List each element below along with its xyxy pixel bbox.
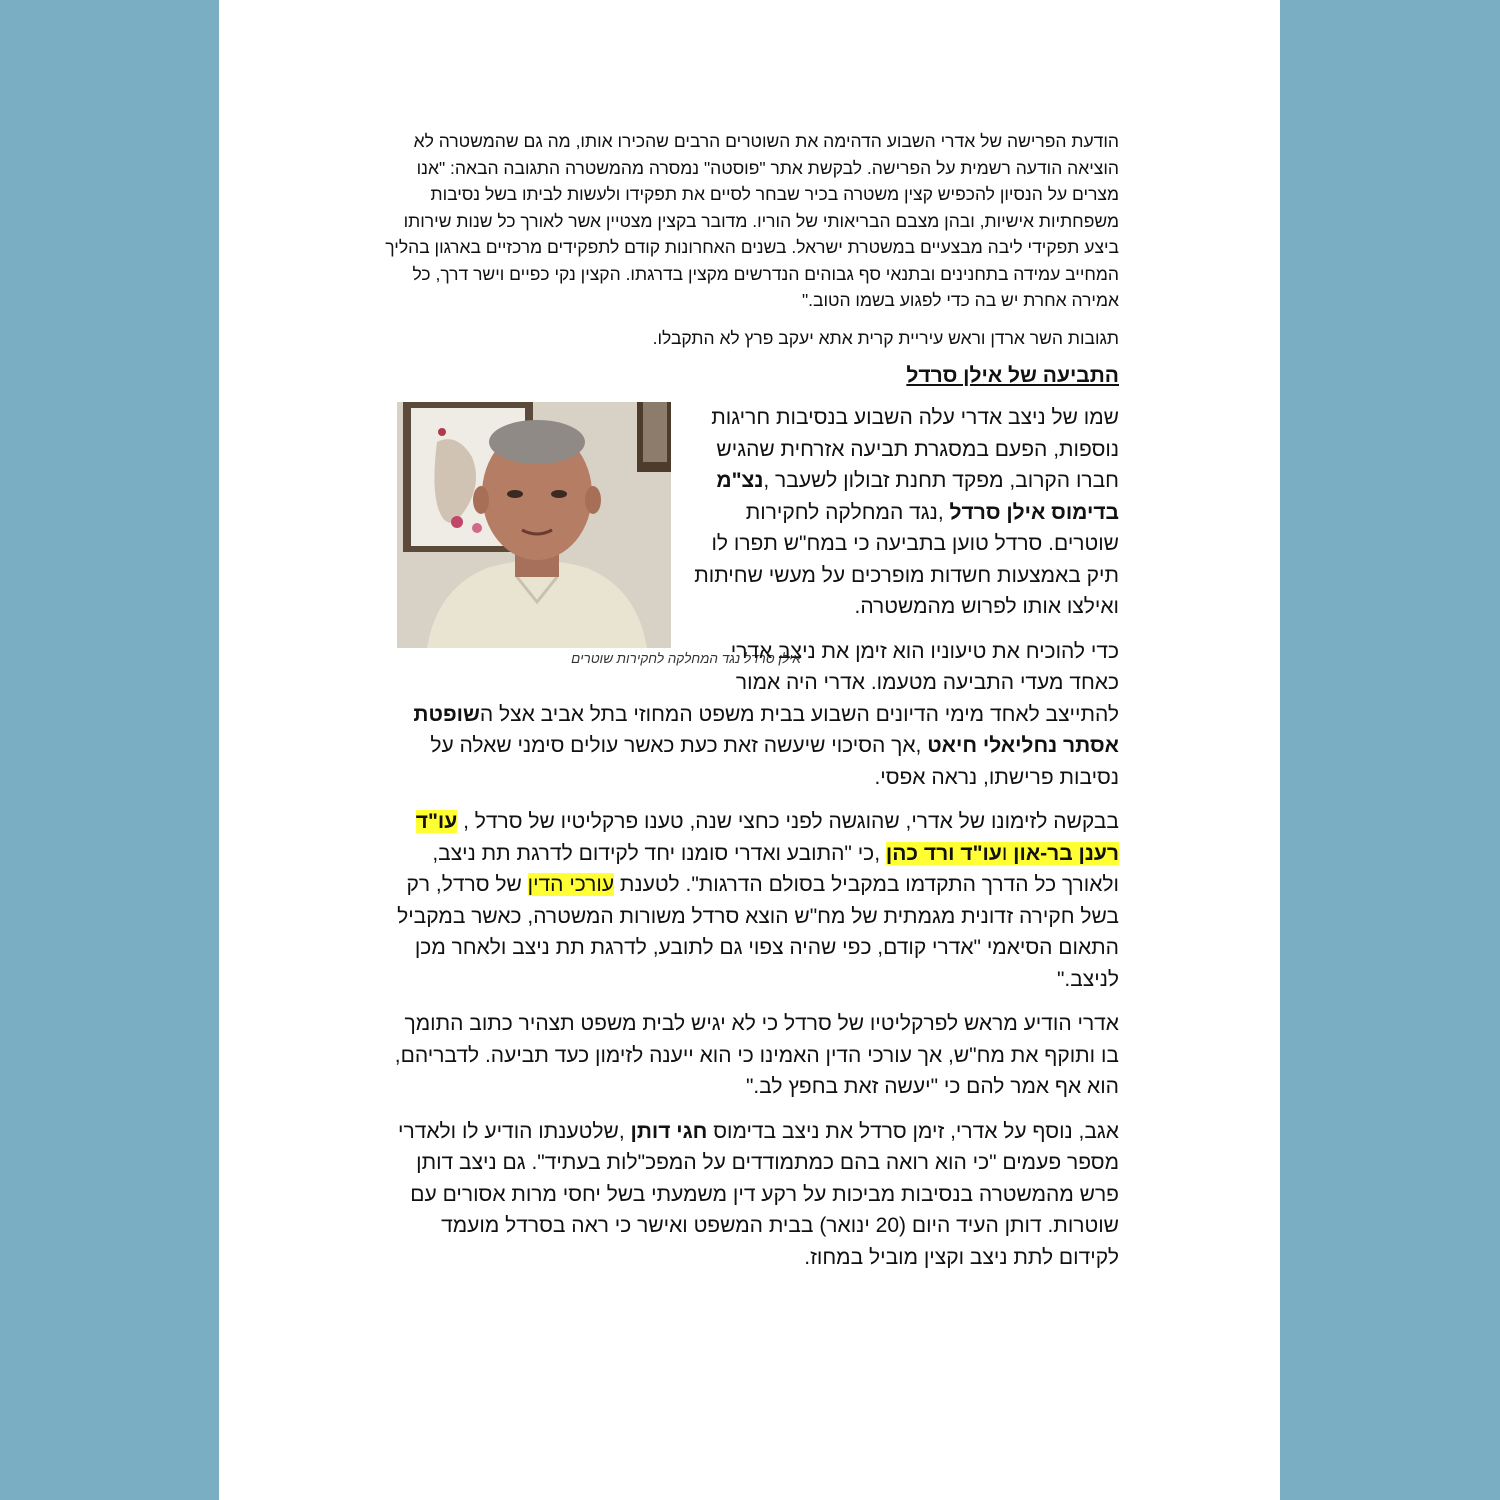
paragraph-dotan <box>381 1116 1119 1274</box>
highlight-and: ו <box>1001 841 1014 865</box>
article-body <box>381 128 1119 1286</box>
text: של סרדל, רק בשל חקירה זדונית מגמתית של מח"ש הוצא סרדל משורות המשטרה, כאשר במקביל התאום הסיאמי "אדרי קודם, כפי שהיה צפוי גם לתובע, לדרגת תת ניצב ולאחר מכן לניצב." <box>397 873 1119 991</box>
text: אגב, נוסף על אדרי, זימן סרדל את ניצב בדימוס <box>707 1119 1119 1143</box>
bold-dotan: חגי דותן <box>630 1119 708 1143</box>
document-page <box>219 0 1280 1500</box>
text: בבקשה לזימונו של אדרי, שהוגשה לפני כחצי שנה, טענו פרקליטיו של סרדל , <box>457 810 1119 833</box>
photo-figure <box>381 402 801 666</box>
text: ,שלטענתו הודיע לו ולאדרי מספר פעמים "כי הוא רואה בהם כמתמודדים על המפכ"לות בעתיד". גם ניצב דותן פרש מהמשטרה בנסיבות מביכות על רקע דין משמעתי בשל יחסי מרות אסורים עם שוטרות. דותן העיד היום (20 ינואר) בבית המשפט ואישר כי ראה בסרדל מועמד לקידום לתת ניצב וקצין מוביל במחוז. <box>398 1119 1119 1269</box>
text: ,אך הסיכוי שיעשה זאת כעת כאשר עולים סימני שאלה על נסיבות פרישתו, נראה אפסי. <box>430 734 1119 789</box>
bold-judge: שופטת אסתר נחליאלי חיאט <box>413 702 1119 757</box>
text: שמו של ניצב אדרי עלה השבוע בנסיבות חריגות נוספות, הפעם במסגרת תביעה אזרחית שהגיש חברו הקרוב, מפקד תחנת זבולון לשעבר , <box>711 406 1119 492</box>
paragraph-lawyers <box>381 806 1119 995</box>
photo-caption <box>397 651 801 666</box>
bold-name: נצ"מ בדימוס אילן סרדל <box>716 469 1119 524</box>
section-heading: התביעה של אילן סרדל <box>906 364 1119 387</box>
paragraph-affidavit: אדרי הודיע מראש לפרקליטיו של סרדל כי לא יגיש לבית משפט תצהיר כתוב התומך בו ותוקף את מח"ש, אך עורכי הדין האמינו כי הוא ייענה לזימון כעד תביעה. לדבריהם, הוא אף אמר להם כי "יעשה זאת בחפץ לב." <box>394 1012 1119 1098</box>
highlight-lawyer-2: עו"ד ורד כהן <box>885 841 1002 865</box>
text: כדי להוכיח את טיעוניו הוא זימן את ניצב אדרי כאחד מעדי התביעה מטעמו. אדרי היה אמור להתייצב לאחד מימי הדיונים השבוע בבית משפט המחוזי בתל אביב אצל ה <box>479 639 1119 726</box>
highlight-lawyers: עורכי הדין <box>527 873 615 896</box>
text: ,כי "התובע ואדרי סומנו יחד לקידום לדרגת תת ניצב, ולאורך כל הדרך התקדמו במקביל בסולם הדרגות". לטענת <box>432 841 1119 896</box>
paragraph-no-response: תגובות השר ארדן וראש עיריית קרית אתא יעקב פרץ לא התקבלו. <box>652 327 1119 348</box>
portrait-photo <box>397 402 671 648</box>
caption-text: אילן סרדל נגד המחלקה לחקירות שוטרים <box>571 651 801 666</box>
highlight-lawyer-1: עו"ד רענן בר-און <box>415 810 1119 865</box>
text: ,נגד המחלקה לחקירות שוטרים. סרדל טוען בתביעה כי במח"ש תפרו לו תיק באמצעות חשדות מופרכים על מעשי שחיתות ואילצו אותו לפרוש מהמשטרה. <box>694 500 1119 618</box>
paragraph-police-response: הודעת הפרישה של אדרי השבוע הדהימה את השוטרים הרבים שהכירו אותו, מה גם שהמשטרה לא הוציאה הודעה רשמית על הפרישה. לבקשת אתר "פוסטה" נמסרה מהמשטרה התגובה הבאה: "אנו מצרים על הנסיון להכפיש קצין משטרה בכיר שבחר לסיים את תפקידו ולעשות לביתו בשל נסיבות משפחתיות אישיות, ובהן מצבם הבריאותי של הוריו. מדובר בקצין מצטיין אשר לאורך כל שנות שירותו ביצע תפקידי ליבה מבצעיים במשטרת ישראל. בשנים האחרונות קודם לתפקידים מרכזיים בארגון בהליך המחייב עמידה בתחנינים ובתנאי סף גבוהים הנדרשים מקצין בדרגתו. הקצין נקי כפיים וישר דרך, כל אמירה אחרת יש בה כדי לפגוע בשמו הטוב." <box>385 131 1119 310</box>
